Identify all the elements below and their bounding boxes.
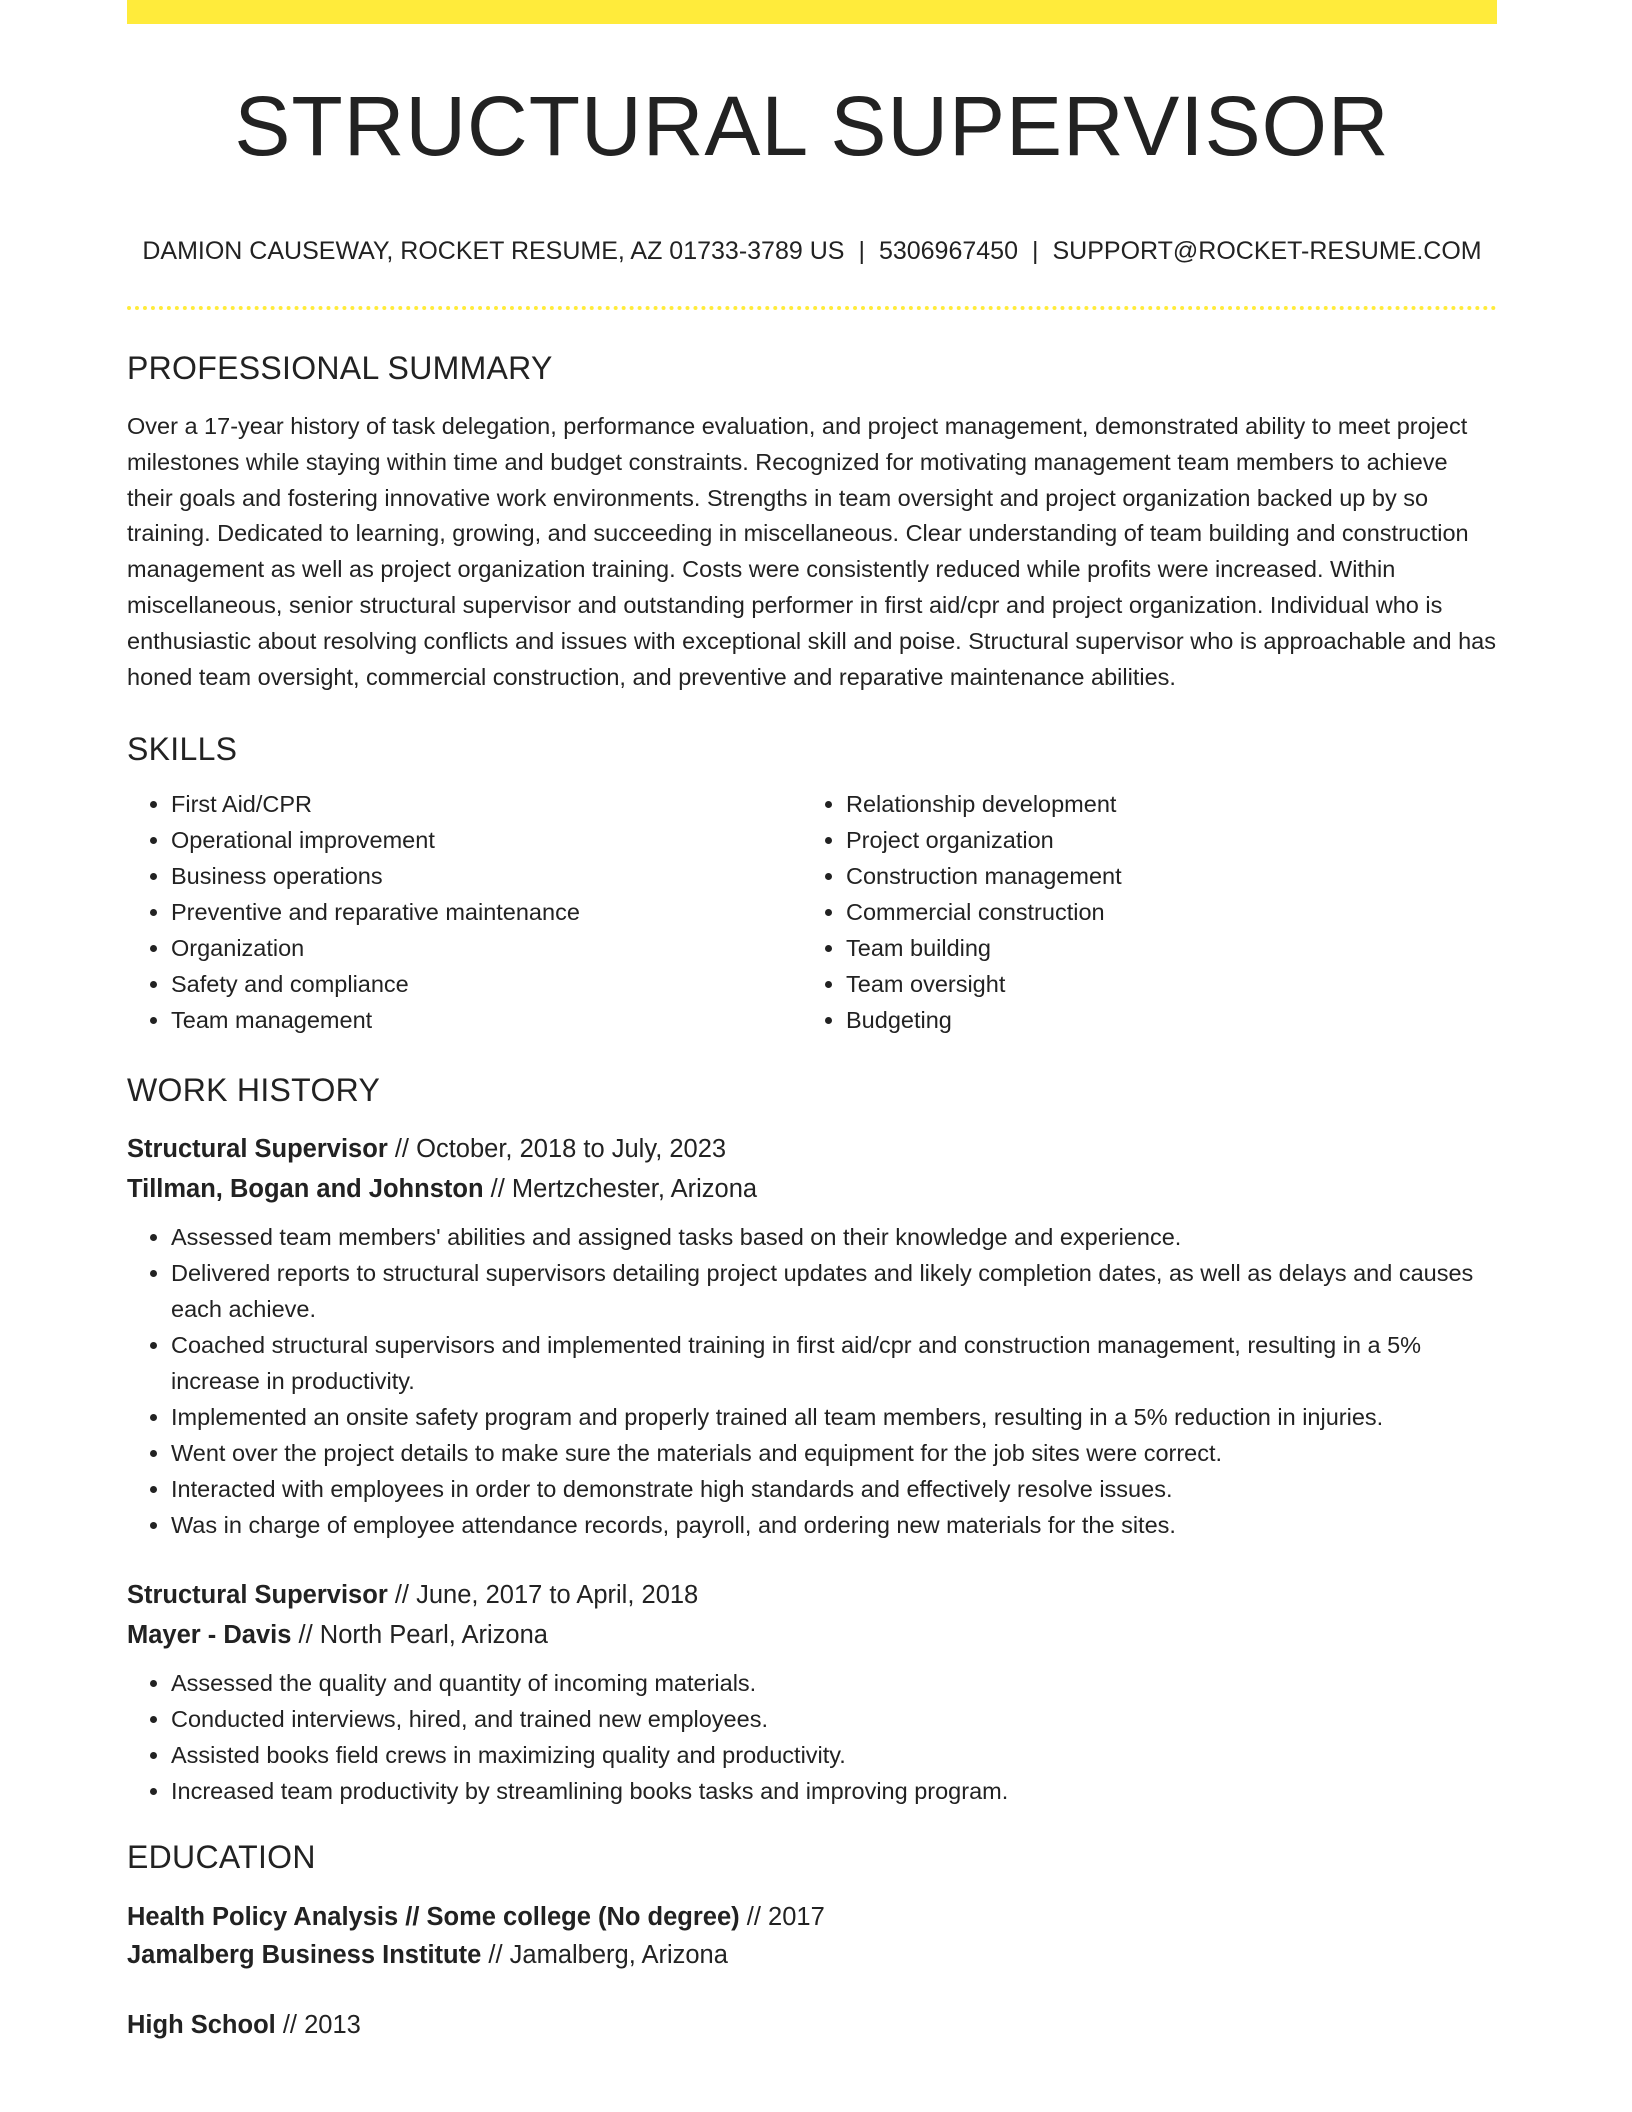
summary-heading: PROFESSIONAL SUMMARY <box>127 350 553 386</box>
skills-column-right <box>801 786 1476 1038</box>
skill-item: • First Aid/CPR <box>171 786 801 822</box>
skill-item: • Commercial construction <box>846 894 1476 930</box>
job-company-line <box>127 1169 1497 1209</box>
skill-item: • Organization <box>171 930 801 966</box>
contact-address: DAMION CAUSEWAY, ROCKET RESUME, AZ 01733-3789 US <box>142 237 845 265</box>
summary-text: Over a 17-year history of task delegation, performance evaluation, and project management, demonstrated ability to meet project milestones while staying within time and budget constraints. Recognized for motivating management team members to achieve their goals and fostering innovative work environments. Strengths in team oversight and project organization backed up by so training. Dedicated to learning, growing, and succeeding in miscellaneous. Clear understanding of team building and construction management as well as project organization training. Costs were consistently reduced while profits were increased. Within miscellaneous, senior structural supervisor and outstanding performer in first aid/cpr and project organization. Individual who is enthusiastic about resolving conflicts and issues with exceptional skill and poise. Structural supervisor who is approachable and has honed team oversight, commercial construction, and preventive and reparative maintenance abilities. <box>127 413 1496 690</box>
job-bullet: • Coached structural supervisors and implemented training in first aid/cpr and construction management, resulting in a 5% increase in productivity. <box>171 1327 1497 1399</box>
skill-item: • Safety and compliance <box>171 966 801 1002</box>
education-degree-line <box>127 1898 1497 1936</box>
skill-item: • Team management <box>171 1002 801 1038</box>
job-bullet: • Interacted with employees in order to demonstrate high standards and effectively resolve issues. <box>171 1471 1497 1507</box>
skills-column-left <box>127 786 801 1038</box>
skill-item: • Team building <box>846 930 1476 966</box>
skill-item: • Budgeting <box>846 1002 1476 1038</box>
separator: // <box>394 1581 410 1610</box>
skill-item: • Business operations <box>171 858 801 894</box>
education-school: Jamalberg Business Institute <box>127 1941 482 1970</box>
job-dates: October, 2018 to July, 2023 <box>416 1135 727 1164</box>
skills-list <box>127 786 1497 1038</box>
contact-separator: | <box>1031 237 1039 265</box>
job-bullet: • Conducted interviews, hired, and trained new employees. <box>171 1701 1497 1737</box>
job-title-line <box>127 1575 1497 1615</box>
resume-page <box>127 0 1497 2044</box>
skill-item: • Preventive and reparative maintenance <box>171 894 801 930</box>
job-bullets <box>127 1665 1497 1809</box>
separator: // <box>298 1621 313 1650</box>
job-bullet: • Assisted books field crews in maximizing quality and productivity. <box>171 1737 1497 1773</box>
education-degree: High School <box>127 2011 276 2040</box>
skill-item: • Team oversight <box>846 966 1476 1002</box>
separator: // <box>282 2011 298 2040</box>
job-company: Mayer - Davis <box>127 1621 292 1650</box>
job-bullet: • Delivered reports to structural supervisors detailing project updates and likely completion dates, as well as delays and causes each achieve. <box>171 1255 1497 1327</box>
education-degree-line <box>127 2006 1497 2044</box>
job-bullet: • Went over the project details to make sure the materials and equipment for the job sites were correct. <box>171 1435 1497 1471</box>
job-location: North Pearl, Arizona <box>319 1621 548 1650</box>
job-bullet: • Was in charge of employee attendance records, payroll, and ordering new materials for the sites. <box>171 1507 1497 1543</box>
education-location: Jamalberg, Arizona <box>509 1941 728 1970</box>
job-company-line <box>127 1615 1497 1655</box>
skill-item: • Relationship development <box>846 786 1476 822</box>
contact-line <box>127 236 1497 266</box>
job-location: Mertzchester, Arizona <box>511 1175 758 1204</box>
contact-phone: 5306967450 <box>878 237 1018 265</box>
education-heading: EDUCATION <box>127 1839 316 1876</box>
job-bullet: • Assessed the quality and quantity of incoming materials. <box>171 1665 1497 1701</box>
job-bullet: • Increased team productivity by streamlining books tasks and improving program. <box>171 1773 1497 1809</box>
contact-email: SUPPORT@ROCKET-RESUME.COM <box>1052 237 1482 265</box>
education-year: 2013 <box>304 2011 361 2040</box>
skill-item: • Operational improvement <box>171 822 801 858</box>
job-title-line <box>127 1129 1497 1169</box>
job-company: Tillman, Bogan and Johnston <box>127 1175 484 1204</box>
job-role: Structural Supervisor <box>127 1135 388 1164</box>
work-history-heading: WORK HISTORY <box>127 1072 381 1109</box>
education-school-line <box>127 1936 1497 1974</box>
separator: // <box>394 1135 410 1164</box>
separator: // <box>490 1175 505 1204</box>
separator: // <box>488 1941 503 1970</box>
dotted-divider <box>127 306 1497 310</box>
job-dates: June, 2017 to April, 2018 <box>416 1581 699 1610</box>
top-accent-bar <box>127 0 1497 24</box>
job-bullet: • Implemented an onsite safety program and properly trained all team members, resulting in a 5% reduction in injuries. <box>171 1399 1497 1435</box>
job-role: Structural Supervisor <box>127 1581 388 1610</box>
contact-separator: | <box>858 237 865 265</box>
education-year: 2017 <box>768 1903 825 1932</box>
job-bullet: • Assessed team members' abilities and assigned tasks based on their knowledge and experience. <box>171 1219 1497 1255</box>
page-title: STRUCTURAL SUPERVISOR <box>234 79 1390 173</box>
separator: // <box>746 1903 761 1932</box>
skills-heading: SKILLS <box>127 731 238 768</box>
skill-item: • Project organization <box>846 822 1476 858</box>
job-bullets <box>127 1219 1497 1543</box>
skill-item: • Construction management <box>846 858 1476 894</box>
education-degree: Health Policy Analysis // Some college (No degree) <box>127 1903 740 1932</box>
